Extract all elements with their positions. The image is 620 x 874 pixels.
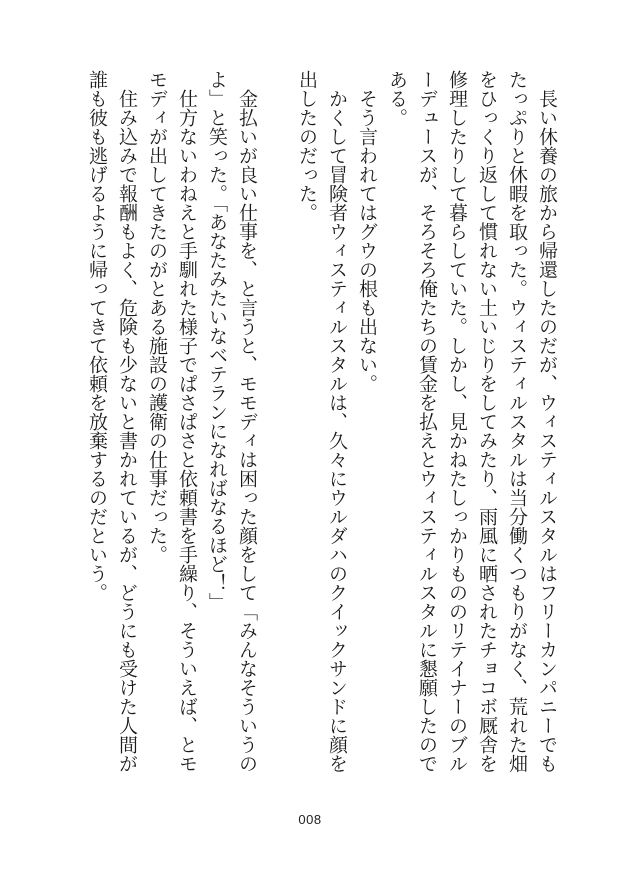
section-break bbox=[262, 70, 292, 790]
paragraph-4: 金払いが良い仕事を、と言うと、モモディは困った顔をして「みんなそういうのよ」と笑った。「あなたみたいなベテランになればなるほど！」 bbox=[206, 70, 258, 773]
paragraph-6: 住み込みで報酬もよく、危険も少ないと書かれているが、どうにも受けた人間が誰も彼も逃げるように帰ってきて依頼を放棄するのだという。 bbox=[86, 70, 138, 773]
paragraph-3: かくして冒険者ウィスティルスタルは、久々にウルダハのクイックサンドに顔を出したのだった。 bbox=[296, 70, 348, 773]
vertical-text-body bbox=[82, 70, 562, 790]
paragraph-2: そう言われてはグウの根も出ない。 bbox=[356, 89, 378, 393]
paragraph-1: 長い休養の旅から帰還したのだが、ウィスティルスタルはフリーカンパニーでもたっぷりと休暇を取った。ウィスティルスタルは当分働くつもりがなく、荒れた畑をひっくり返して慣れない土いじりをしてみたり、雨風に晒されたチョコボ厩舎を修理したりして暮らしていた。しかし、見かねたしっかりもののリテイナーのブルーデュースが、そろそろ俺たちの賃金を払えとウィスティルスタルに懇願したのである。 bbox=[386, 70, 558, 773]
paragraph-5: 仕方ないわねえと手馴れた様子でぱさぱさと依頼書を手繰り、そういえば、とモモディが出してきたのがとある施設の護衛の仕事だった。 bbox=[146, 70, 198, 773]
page-number: 008 bbox=[298, 812, 322, 827]
